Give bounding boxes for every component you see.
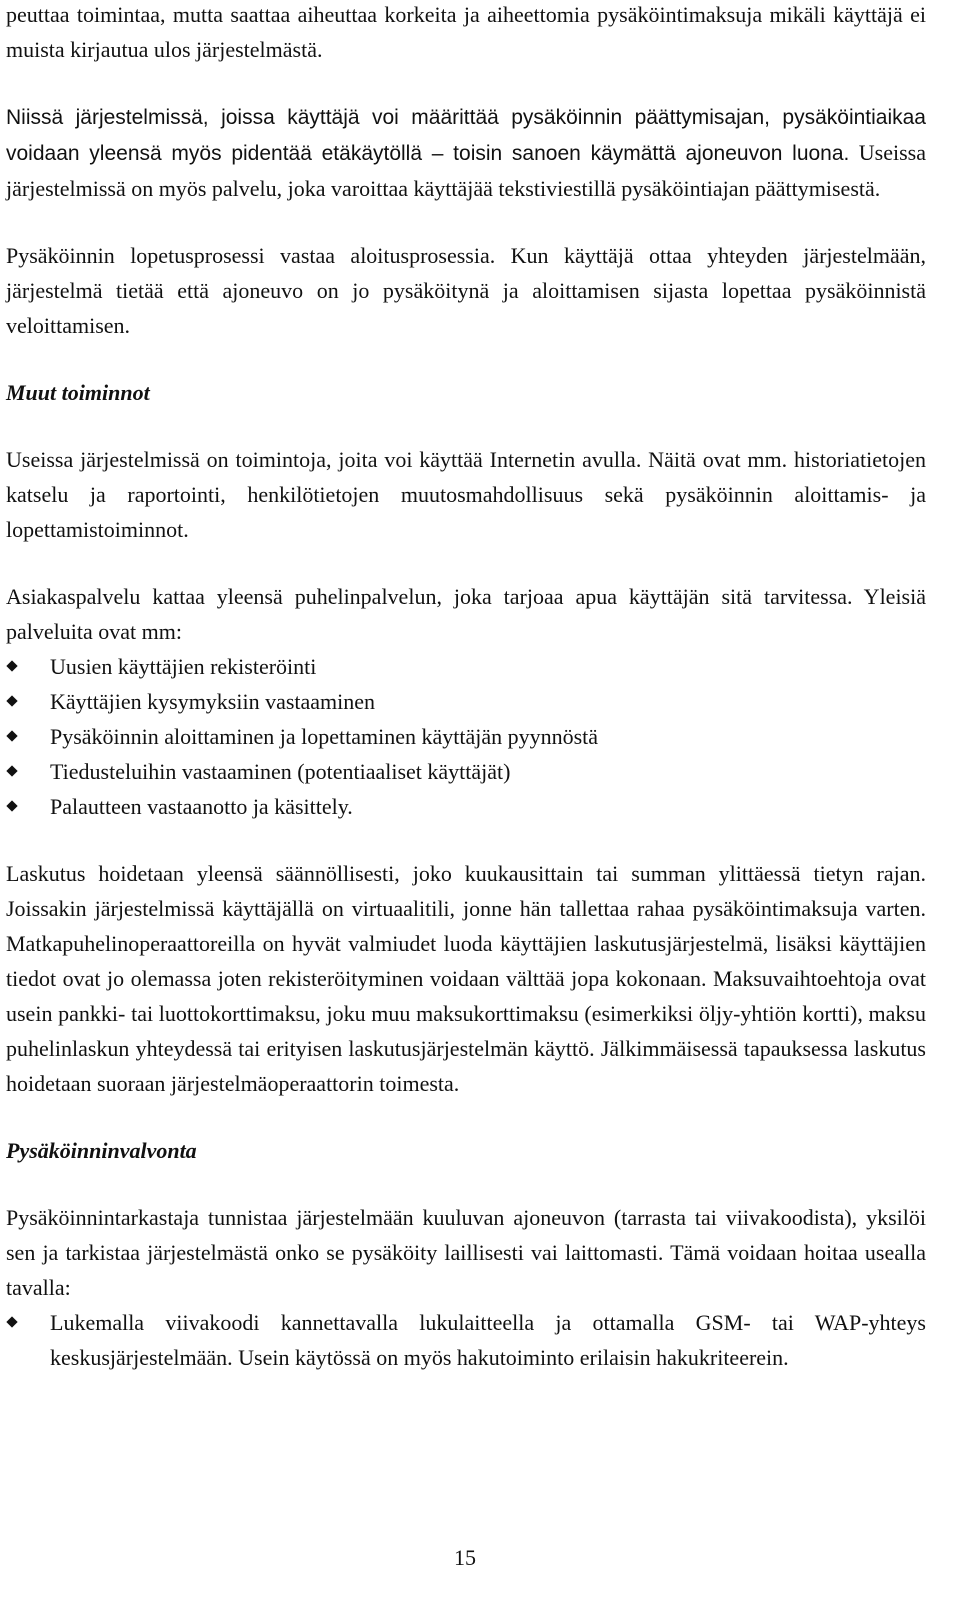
heading-other-functions: Muut toiminnot [6, 380, 150, 405]
list-item-text: Palautteen vastaanotto ja käsittely. [50, 794, 353, 819]
list-item [6, 754, 926, 789]
list-item [6, 789, 926, 824]
list-item-text: Lukemalla viivakoodi kannettavalla lukulaitteella ja ottamalla GSM- tai WAP-yhteys keskusjärjestelmään. Usein käytössä on myös hakutoiminto erilaisin hakukriteerein. [50, 1310, 926, 1370]
diamond-bullet-icon [6, 765, 17, 776]
page-number: 15 [454, 1545, 476, 1570]
list-item-text: Pysäköinnin aloittaminen ja lopettaminen käyttäjän pyynnöstä [50, 724, 599, 749]
methods-list [6, 1305, 926, 1375]
paragraph-stop-process: Pysäköinnin lopetusprosessi vastaa aloitusprosessia. Kun käyttäjä ottaa yhteyden järjestelmään, järjestelmä tietää että ajoneuvo on jo pysäköitynä ja aloittamisen sijasta lopettaa pysäköinnistä veloittamisen. [6, 243, 926, 338]
list-item-text: Käyttäjien kysymyksiin vastaaminen [50, 689, 376, 714]
list-item-text: Tiedusteluihin vastaaminen (potentiaaliset käyttäjät) [50, 759, 511, 784]
diamond-bullet-icon [6, 800, 17, 811]
paragraph-customer-service: Asiakaspalvelu kattaa yleensä puhelinpalvelun, joka tarjoaa apua käyttäjän sitä tarvitessa. Yleisiä palveluita ovat mm: [6, 584, 926, 644]
paragraph-extend-parking-sans: Niissä järjestelmissä, joissa käyttäjä voi määrittää pysäköinnin päättymisajan, pysäköintiaikaa voidaan yleensä myös pidentää etäkäytöllä – toisin sanoen käymättä ajoneuvon luona. [6, 106, 926, 165]
list-item [6, 1305, 926, 1375]
list-item [6, 719, 926, 754]
paragraph-login: peuttaa toimintaa, mutta saattaa aiheuttaa korkeita ja aiheettomia pysäköintimaksuja mikäli käyttäjä ei muista kirjautua ulos järjestelmästä. [6, 2, 926, 62]
heading-parking-enforcement: Pysäköinninvalvonta [6, 1138, 197, 1163]
list-item [6, 684, 926, 719]
paragraph-internet-functions: Useissa järjestelmissä on toimintoja, joita voi käyttää Internetin avulla. Näitä ovat mm. historiatietojen katselu ja raportointi, henkilötietojen muutosmahdollisuus sekä pysäköinnin aloittamis- ja lopettamistoiminnot. [6, 447, 926, 542]
diamond-bullet-icon [6, 730, 17, 741]
document-page [6, 0, 926, 1375]
services-list [6, 649, 926, 824]
list-item [6, 649, 926, 684]
list-item-text: Uusien käyttäjien rekisteröinti [50, 654, 317, 679]
paragraph-enforcement: Pysäköinnintarkastaja tunnistaa järjestelmään kuuluvan ajoneuvon (tarrasta tai viivakoodista), yksilöi sen ja tarkistaa järjestelmästä onko se pysäköity laillisesti vai laittomasti. Tämä voidaan hoitaa usealla tavalla: [6, 1205, 926, 1300]
diamond-bullet-icon [6, 1316, 17, 1327]
paragraph-billing: Laskutus hoidetaan yleensä säännöllisesti, joko kuukausittain tai summan ylittäessä tietyn rajan. Joissakin järjestelmissä käyttäjällä on virtuaalitili, jonne hän tallettaa rahaa pysäköintimaksuja varten. Matkapuhelinoperaattoreilla on hyvät valmiudet luoda käyttäjien laskutusjärjestelmä, lisäksi käyttäjien tiedot ovat jo olemassa joten rekisteröityminen voidaan välttää jopa kokonaan. Maksuvaihtoehtoja ovat usein pankki- tai luottokorttimaksu, joku muu maksukorttimaksu (esimerkiksi öljy-yhtiön kortti), maksu puhelinlaskun yhteydessä tai erityisen laskutusjärjestelmän käyttö. Jälkimmäisessä tapauksessa laskutus hoidetaan suoraan järjestelmäoperaattorin toimesta. [6, 861, 926, 1096]
paragraph-sms-warning: Useissa järjestelmissä on myös palvelu, joka varoittaa käyttäjää tekstiviestillä pysäköintiajan päättymisestä. [6, 140, 926, 201]
paragraph-extend-parking [6, 99, 926, 206]
diamond-bullet-icon [6, 695, 17, 706]
diamond-bullet-icon [6, 660, 17, 671]
